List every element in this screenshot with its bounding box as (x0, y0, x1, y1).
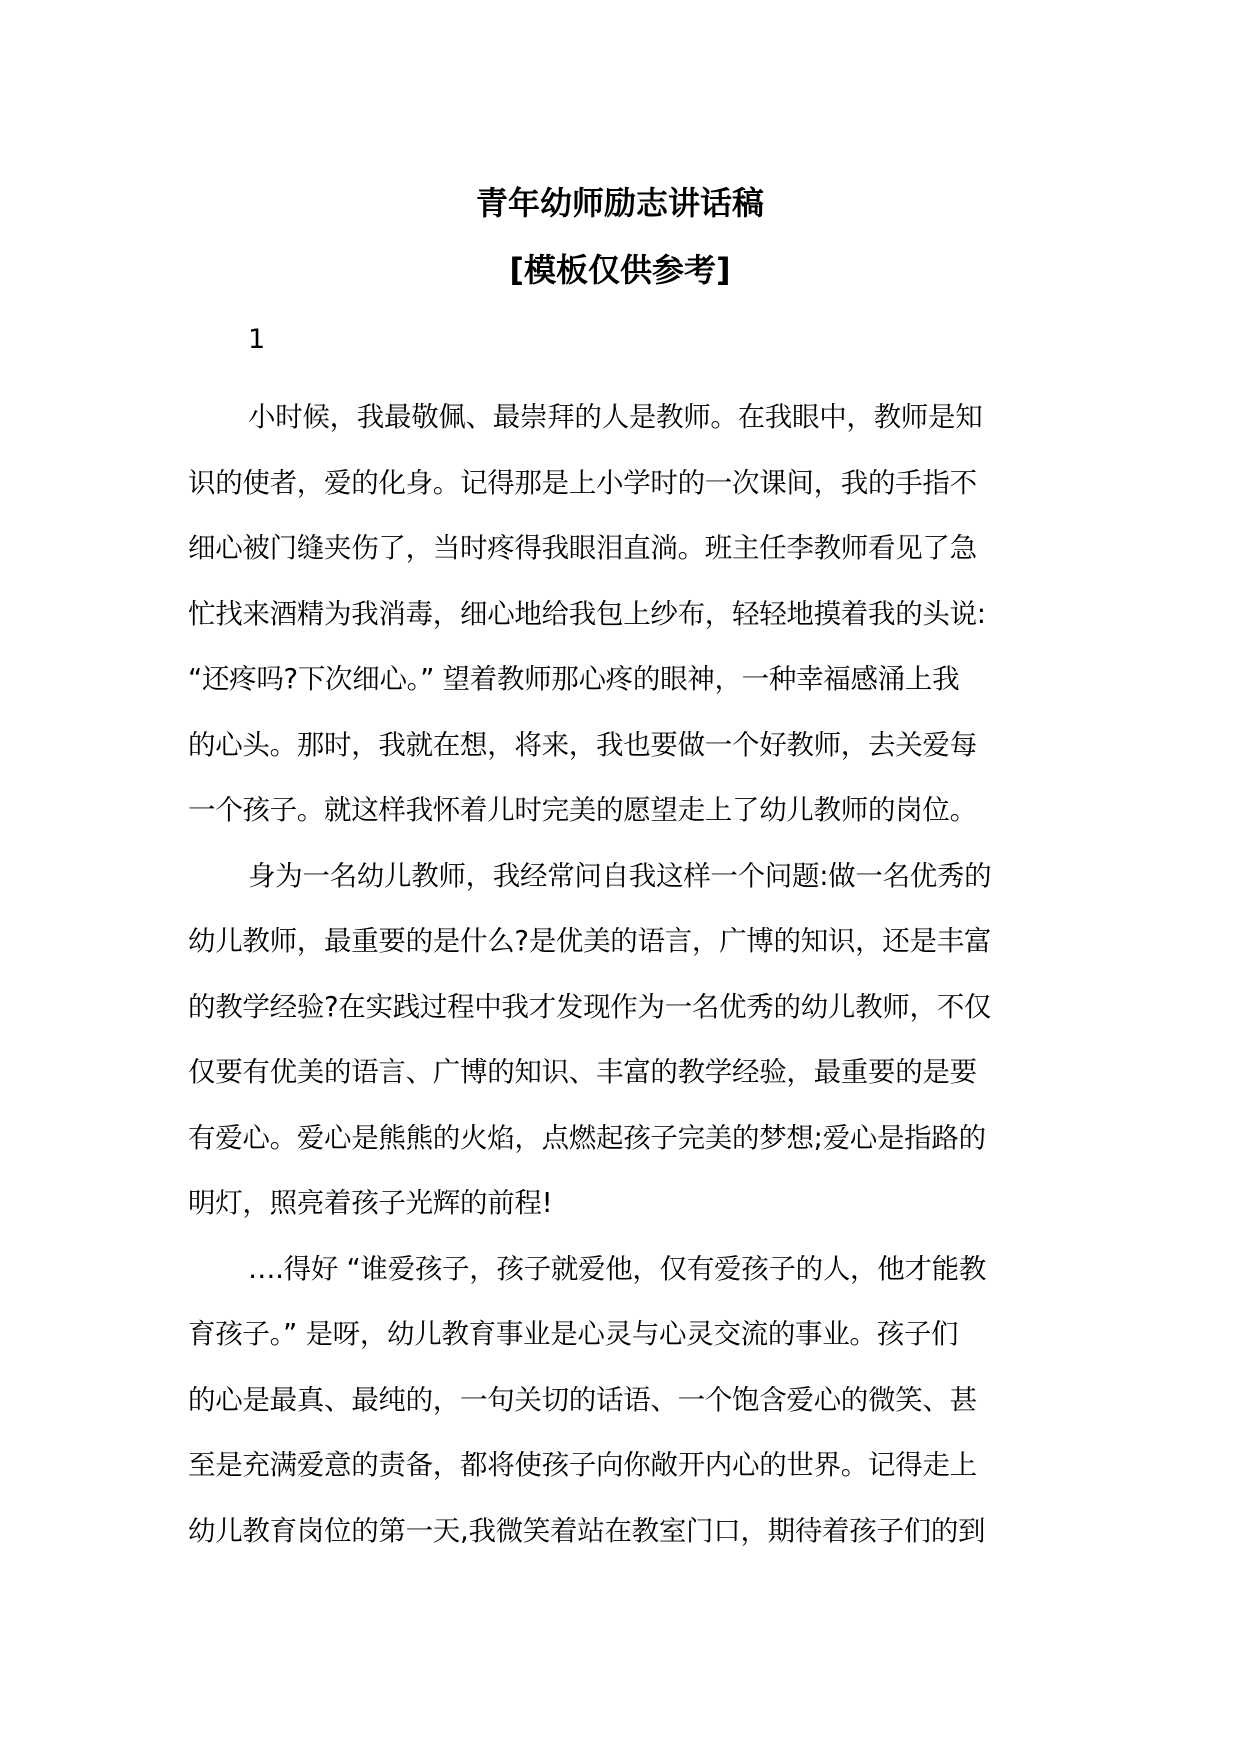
text-line: 仅要有优美的语言、广博的知识、丰富的教学经验，最重要的是要 (188, 1056, 977, 1088)
text-line: 至是充满爱意的责备，都将使孩子向你敞开内心的世界。记得走上 (188, 1449, 977, 1481)
document-body (188, 385, 1048, 1564)
paragraph-2 (188, 844, 1048, 1237)
paragraph-1 (188, 385, 1048, 844)
text-line: ….得好 “谁爱孩子，孩子就爱他，仅有爱孩子的人，他才能教 (248, 1252, 987, 1285)
text-line: 识的使者，爱的化身。记得那是上小学时的一次课间，我的手指不 (188, 466, 977, 499)
text-line: 一个孩子。就这样我怀着儿时完美的愿望走上了幼儿教师的岗位。 (188, 794, 977, 826)
text-line: 小时候，我最敬佩、最崇拜的人是教师。在我眼中，教师是知 (248, 401, 983, 433)
text-line: 身为一名幼儿教师，我经常问自我这样一个问题:做一名优秀的 (248, 859, 992, 892)
text-line: 有爱心。爱心是熊熊的火焰，点燃起孩子完美的梦想;爱心是指路的 (188, 1121, 986, 1154)
text-line: “还疼吗?下次细心。” 望着教师那心疼的眼神，一种幸福感涌上我 (188, 663, 960, 695)
document-title: 青年幼师励志讲话稿 (475, 184, 764, 222)
text-line: 忙找来酒精为我消毒，细心地给我包上纱布，轻轻地摸着我的头说: (188, 597, 986, 630)
text-line: 幼儿教师，最重要的是什么?是优美的语言，广博的知识，还是丰富 (188, 925, 992, 957)
paragraph-3 (188, 1237, 1048, 1565)
text-line: 幼儿教育岗位的第一天,我微笑着站在教室门口，期待着孩子们的到 (188, 1514, 986, 1547)
text-line: 的心头。那时，我就在想，将来，我也要做一个好教师，去关爱每 (188, 728, 977, 761)
text-line: 细心被门缝夹伤了，当时疼得我眼泪直淌。班主任李教师看见了急 (188, 532, 977, 564)
text-line: 的心是最真、最纯的，一句关切的话语、一个饱含爱心的微笑、甚 (188, 1383, 977, 1416)
text-line: 的教学经验?在实践过程中我才发现作为一名优秀的幼儿教师，不仅 (188, 990, 992, 1023)
text-line: 育孩子。” 是呀，幼儿教育事业是心灵与心灵交流的事业。孩子们 (188, 1318, 959, 1350)
section-number: 1 (248, 324, 266, 355)
text-line: 明灯，照亮着孩子光辉的前程! (188, 1187, 553, 1219)
document-subtitle: [模板仅供参考] (509, 251, 731, 289)
